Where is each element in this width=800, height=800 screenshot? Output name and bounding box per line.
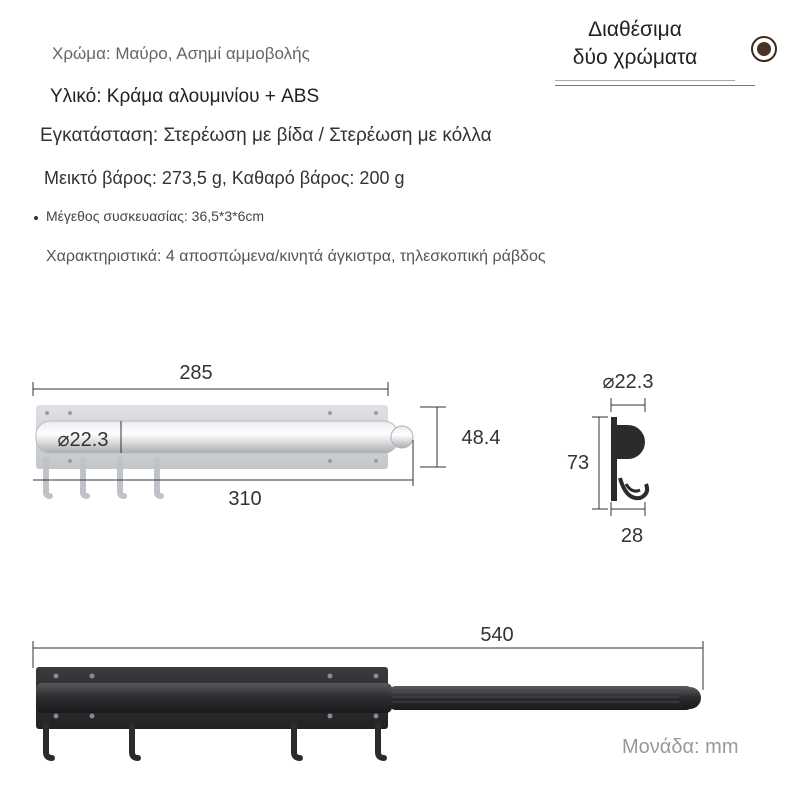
side-tube [617, 425, 645, 459]
silver-end-cap [391, 426, 413, 448]
black-rack [36, 667, 701, 758]
side-hook [620, 478, 647, 498]
black-telescopic-rod [388, 686, 694, 710]
spec-package-size-text: Μέγεθος συσκευασίας: 36,5*3*6cm [46, 208, 265, 224]
dim-side-depth: 28 [620, 525, 644, 547]
dim-side-diameter: ⌀22.3 [602, 371, 654, 393]
dim-side-height: 73 [566, 452, 590, 474]
dim-height: 48.4 [461, 427, 501, 449]
side-plate [611, 417, 617, 501]
unit-label: Μονάδα: mm [622, 736, 739, 758]
spec-material: Υλικό: Κράμα αλουμινίου + ABS [50, 86, 320, 107]
spec-installation: Εγκατάσταση: Στερέωση με βίδα / Στερέωση με κόλλα [40, 125, 492, 146]
black-end-cap [679, 687, 701, 709]
dim-extended-length: 540 [480, 624, 514, 646]
dim-total-length: 310 [228, 488, 262, 510]
dim-top-width: 285 [179, 362, 213, 384]
availability-text: Διαθέσιμα δύο χρώματα [572, 18, 698, 69]
black-outer-tube [36, 683, 392, 713]
side-hook-inner [626, 484, 640, 491]
spec-weight: Μεικτό βάρος: 273,5 g, Καθαρό βάρος: 200 g [44, 168, 405, 188]
side-view [611, 417, 647, 501]
spec-color: Χρώμα: Μαύρο, Ασημί αμμοβολής [52, 44, 310, 63]
spec-features: Χαρακτηριστικά: 4 αποσπώμενα/κινητά άγκιστρα, τηλεσκοπική ράβδος [46, 248, 546, 265]
dim-tube-diameter: ⌀22.3 [57, 429, 109, 451]
black-hooks [46, 725, 384, 758]
